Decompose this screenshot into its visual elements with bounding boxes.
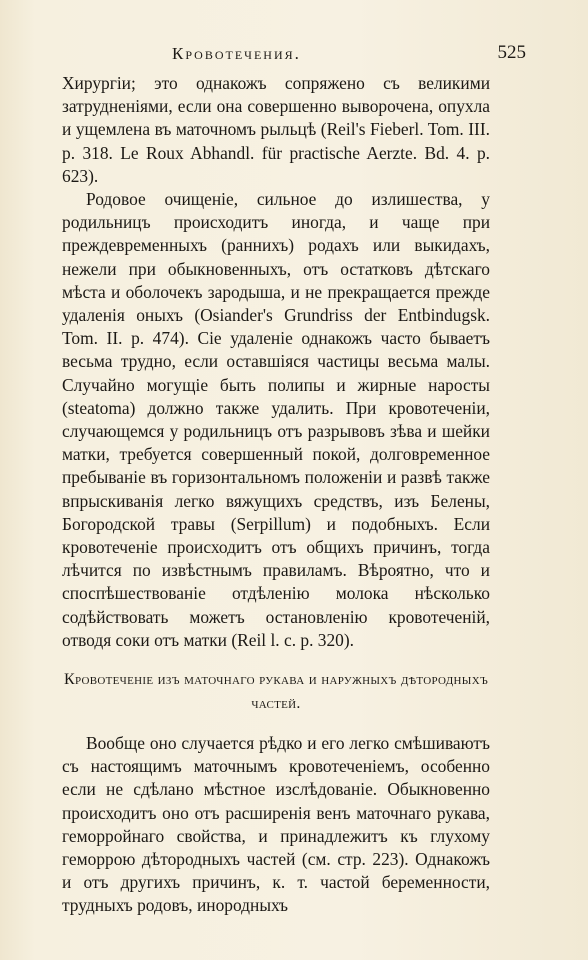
page-header <box>62 44 526 68</box>
section-text <box>62 732 490 918</box>
paragraph: Родовое очищеніе, сильное до излишества, у родильницъ происходитъ иногда, и чаще при преждевременныхъ (раннихъ) родахъ или выкидахъ, нежели при обыкновенныхъ, отъ остатковъ дѣтскаго мѣста и оболочекъ зародыша, и не прекращается прежде удаленія оныхъ (Osiander's Grundriss der Entbindugsk. Tom. II. p. 474). Сіе удаленіе однакожъ часто бываетъ весьма трудно, если оставшіяся частицы весьма малы. Случайно могущіе быть полипы и жирные наросты (steatoma) должно также удалить. При кровотеченіи, случающемся у родильницъ отъ разрывовъ зѣва и шейки матки, требуется совершенный покой, долговременное пребываніе въ горизонтальномъ положеніи и развѣ также впрыскиванія легко вяжущихъ средствъ, изъ Белены, Богородской травы (Serpillum) и подобныхъ. Если кровотеченіе происходитъ отъ общихъ причинъ, тогда лѣчится по извѣстнымъ правиламъ. Вѣроятно, что и споспѣшествованіе отдѣленію молока нѣсколько содѣйствовать можетъ остановленію кровотеченій, отводя соки отъ матки (Reil l. c. p. 320). <box>62 189 490 650</box>
page-number: 525 <box>497 42 526 63</box>
main-text <box>62 72 490 652</box>
section-paragraph: Вообще оно случается рѣдко и его легко смѣшиваютъ съ настоящимъ маточнымъ кровотеченіемъ, особенно если не сдѣлано мѣстное изслѣдованіе. Обыкновенно происходитъ оно отъ расширенія венъ маточнаго рукава, геморройнаго свойства, и принадлежитъ къ глухому геморрою дѣтородныхъ частей (см. стр. 223). Однакожъ и отъ другихъ причинъ, к. т. частой беременности, трудныхъ родовъ, инородныхъ <box>62 733 490 916</box>
running-title: Кровотечения. <box>172 44 301 63</box>
paragraph-continuation: Хирургіи; это однакожъ сопряжено съ великими затрудненіями, если она совершенно выворочена, опухла и ущемлена въ маточномъ рыльцѣ (Reil's Fieberl. Tom. III. p. 318. Le Roux Abhandl. für practische Aerzte. Bd. 4. p. 623). <box>62 73 490 186</box>
section-heading: Кровотеченіе изъ маточнаго рукава и наружныхъ дѣтородныхъ частей. <box>63 671 489 712</box>
